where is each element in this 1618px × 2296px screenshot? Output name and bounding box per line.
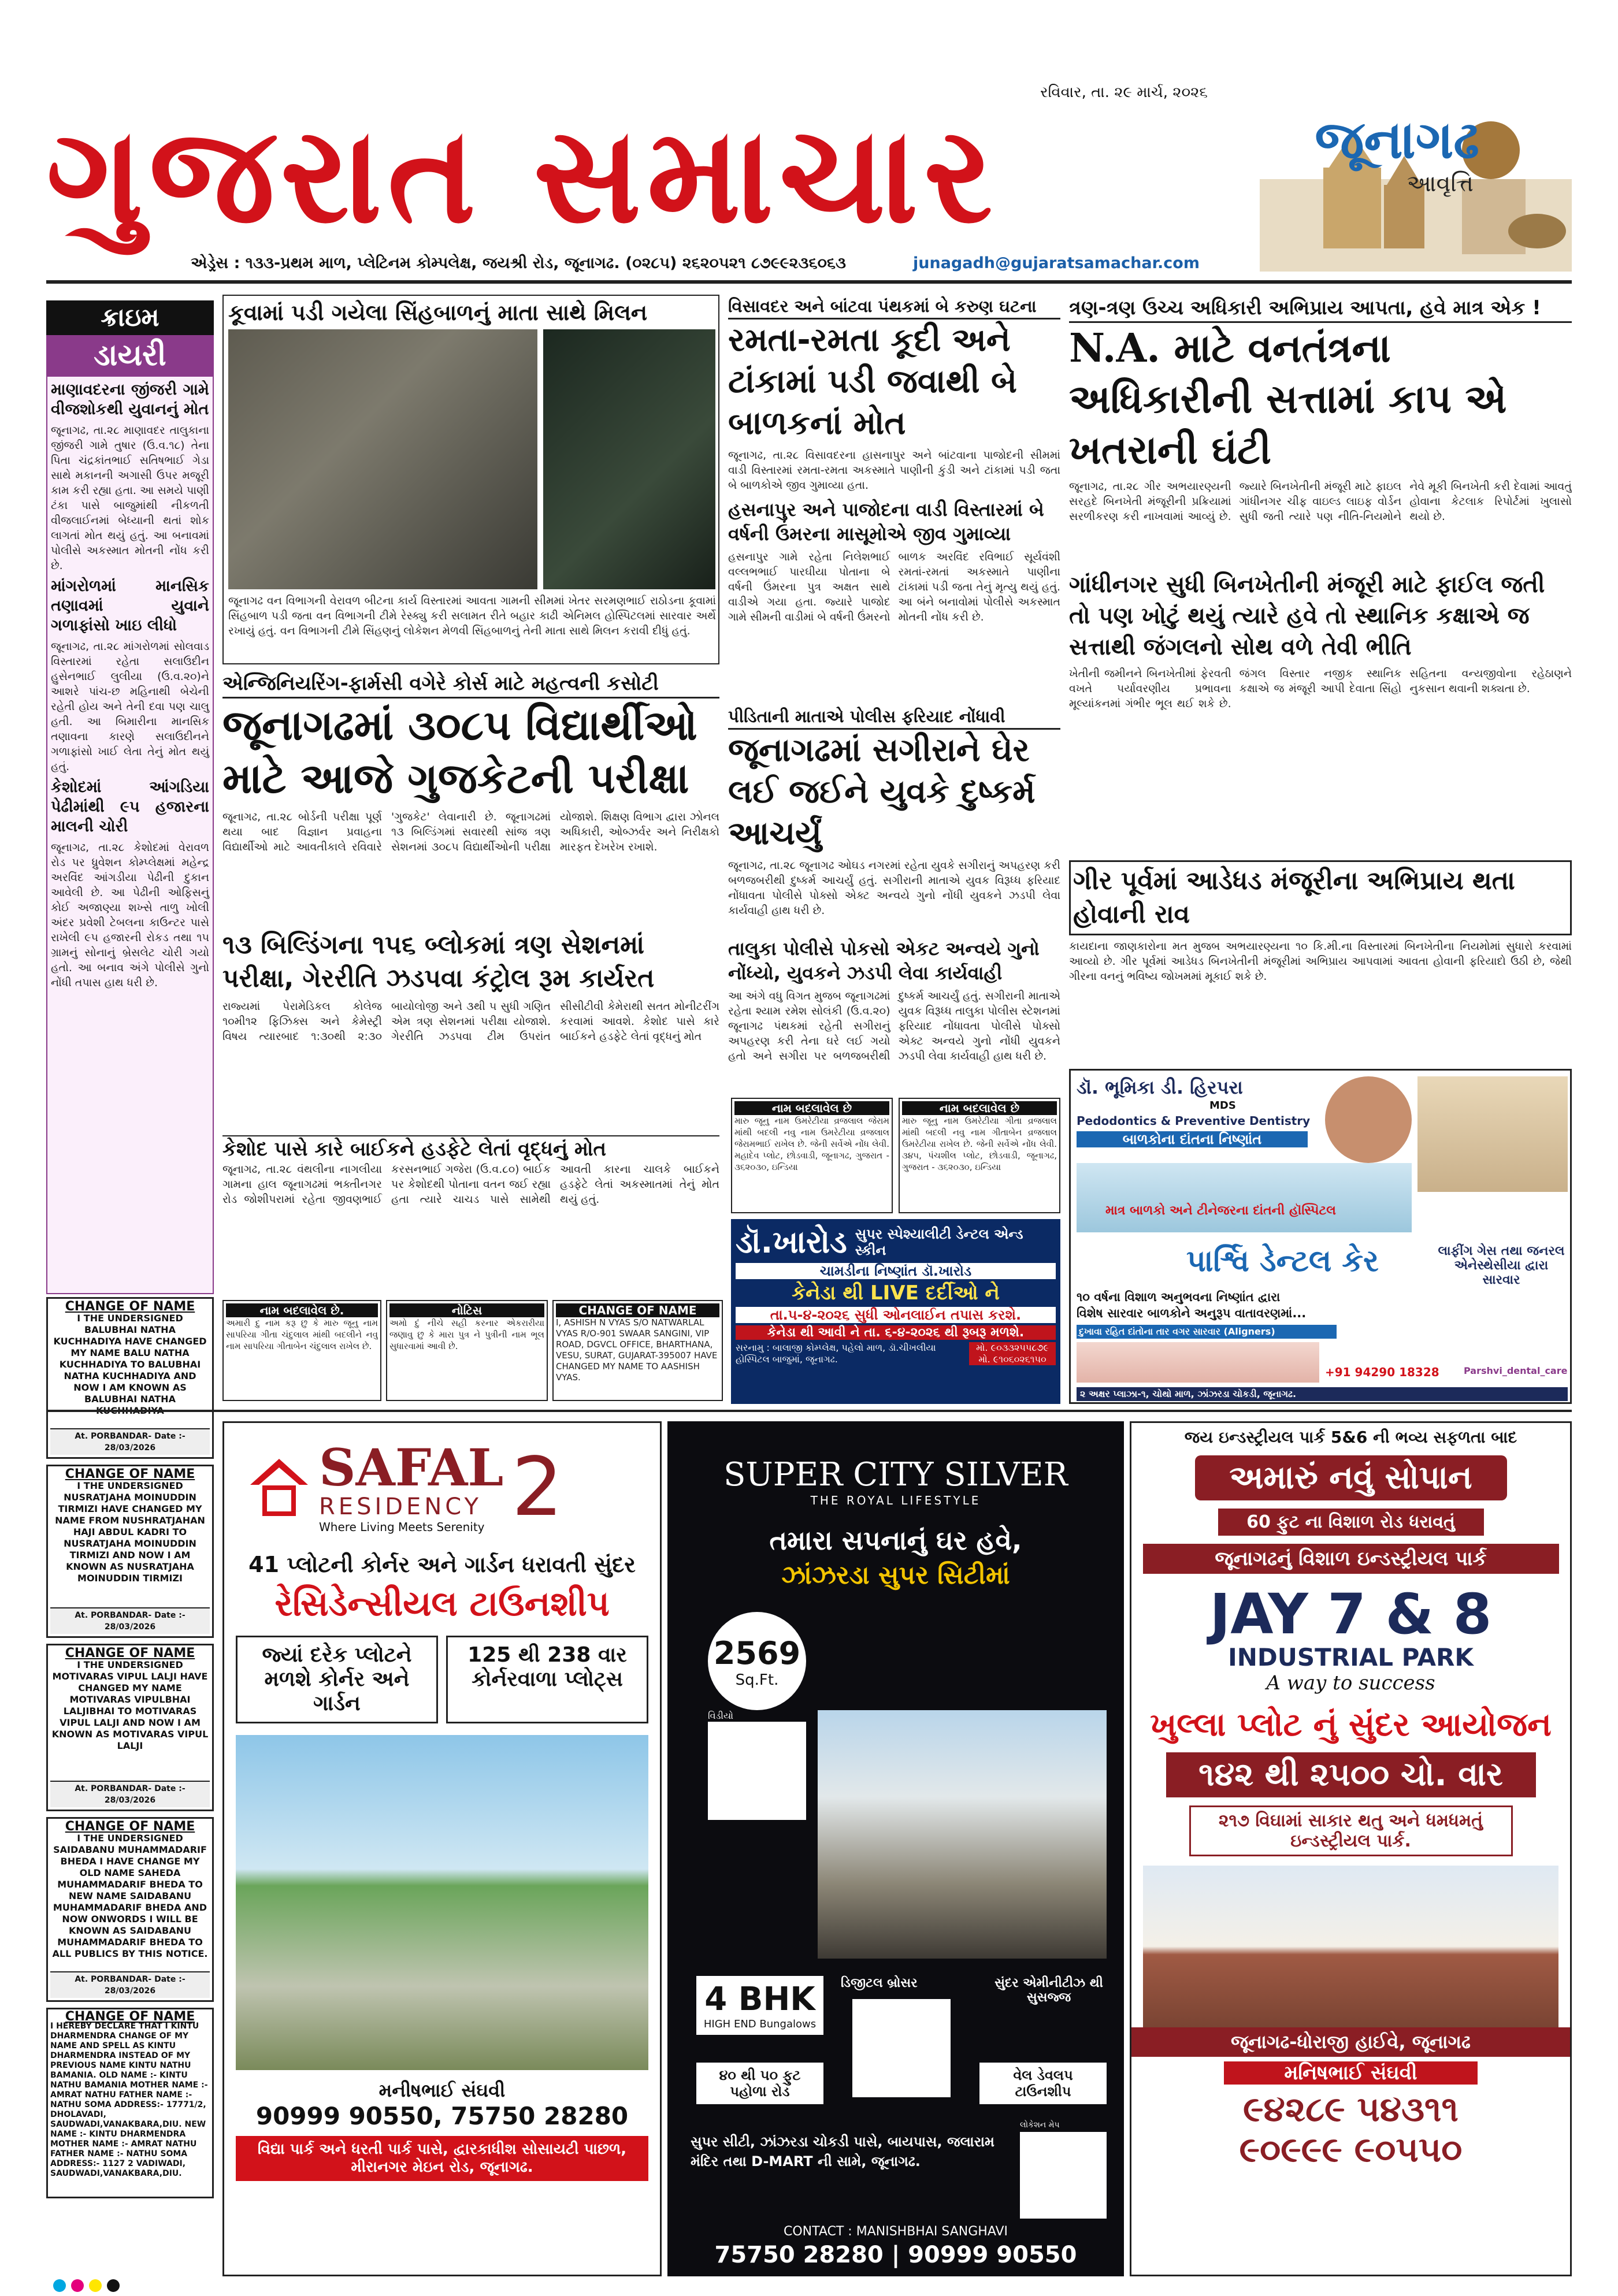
kharod-phone1: મો. ૯૦૩૩૨૫૫૮૭૯ bbox=[976, 1342, 1049, 1353]
crime-s2-body: જૂનાગઢ, તા.૨૮ માંગરોળમાં સોલવાડ વિસ્તારમાં રહેતા સલાઉદીન હુસેનભાઈ લુલીયા (ઉ.વ.૨૦)ને આશરે પાંચ-છ મહિનાથી બેચેની રહેતી હોય અને તેની દવા પણ ચાલુ હતી. આ બિમારીના માનસિક તણાવના કારણે સલાઉદીનને ગળાફાંસો ખાઈ લેતા તેનું મોત થયું હતું. bbox=[51, 640, 209, 773]
notice-box-3 bbox=[552, 1300, 723, 1401]
jay-ad bbox=[1130, 1421, 1572, 2276]
assault-body: જૂનાગઢ, તા.૨૮ જૂનાગઢ ઓઘડ નગરમાં રહેતા યુવકે સગીરાનું અપહરણ કરી બળજબરીથી દુષ્કર્મ આચર્યું હતું. સગીરાની માતાએ યુવક વિરૂધ્ધ ફરિયાદ નોંધાવતા પોલીસે પોક્સો એક્ટ અન્વયે ગુનો નોંધી યુવકને ઝડપી લેવા કાર્યવાહી હાથ ધરી છે. bbox=[728, 859, 1060, 917]
crime-header: ક્રાઇમ bbox=[46, 300, 214, 335]
edition-sub: આવૃત્તિ bbox=[1407, 170, 1474, 197]
bhk-value: 4 BHK bbox=[704, 1981, 815, 2018]
black-dot bbox=[107, 2279, 120, 2292]
dental-tag2: માત્ર બાળકો અને ટીનેજરના દાંતની હૉસ્પિટલ bbox=[1105, 1203, 1336, 1218]
factory-render bbox=[1143, 1866, 1558, 2027]
kids-sub: હસનાપુર અને પાજોદના વાડી વિસ્તારમાં બે વર્ષની ઉંમરના માસૂમોએ જીવ ગુમાવ્યા bbox=[728, 499, 1044, 545]
jay-slogan: A way to success bbox=[1266, 1671, 1435, 1695]
dental-kids-photo bbox=[1077, 1163, 1412, 1232]
kharod-addr: સરનામુ : બાલાજી કોમ્પ્લેક્ષ, પહેલો માળ, ડૉ.ચીખલીયા હોસ્પિટલ બાજુમાં, જૂનાગઢ. bbox=[736, 1342, 936, 1365]
township-render bbox=[236, 1735, 648, 2070]
road-label: ૪૦ થી ૫૦ ફુટ પહોળા રોડ bbox=[696, 2063, 823, 2104]
change-name-title: CHANGE OF NAME bbox=[65, 1467, 195, 1481]
dental-insta[interactable]: Parshvi_dental_care bbox=[1464, 1365, 1568, 1376]
dental-degree: MDS bbox=[1209, 1099, 1236, 1112]
teeth-photo bbox=[1077, 1342, 1319, 1383]
notice-title: નામ બદલાવેલ છે bbox=[902, 1101, 1057, 1115]
clinic-photo bbox=[1417, 1076, 1568, 1192]
jay-open: ખુલ્લા પ્લોટ નું સુંદર આયોજન bbox=[1150, 1706, 1552, 1744]
jay-brand: JAY 7 & 8 bbox=[1209, 1582, 1492, 1647]
crime-s3-head: કેશોદમાં આંગડિયા પેઢીમાંથી ૯૫ હજારના માલની ચોરી bbox=[51, 778, 209, 835]
notice-title: નોટિસ bbox=[389, 1303, 544, 1317]
notice-title: નામ બદલાવેલ છે bbox=[734, 1101, 889, 1115]
change-name-title: CHANGE OF NAME bbox=[65, 1646, 195, 1660]
safal-brand2: RESIDENCY bbox=[319, 1493, 482, 1520]
safal-contact: મનીષભાઈ સંઘવી bbox=[378, 2079, 506, 2101]
edition-name: જૂનાગઢ bbox=[1315, 110, 1479, 170]
kharod-subtitle: સુપર સ્પેશ્યાલીટી ડેન્ટલ એન્ડ સ્કીન bbox=[855, 1226, 1023, 1258]
email-link[interactable]: junagadh@gujaratsamachar.com bbox=[913, 254, 1200, 272]
assault-head: જૂનાગઢમાં સગીરાને ઘેર લઈ જઈને યુવકે દુષ્કર્મ આચર્યું bbox=[728, 731, 1036, 852]
supercity-line1: તમારા સપનાનું ઘર હવે, bbox=[769, 1525, 1022, 1556]
supercity-ad bbox=[667, 1421, 1124, 2276]
kharod-title: ડૉ.ખારોડ bbox=[736, 1224, 847, 1260]
supercity-tag: THE ROYAL LIFESTYLE bbox=[810, 1493, 981, 1507]
video-label: વિડીયો bbox=[708, 1710, 734, 1721]
exam-kicker: એન્જિનિયરિંગ-ફાર્મસી વગેરે કોર્સ માટે મહત્વની કસોટી bbox=[222, 670, 719, 699]
assault-sub: તાલુકા પોલીસે પોકસો એકટ અન્વયે ગુનો નોંધ્યો, યુવકને ઝડપી લેવા કાર્યવાહી bbox=[728, 938, 1040, 984]
change-name-title: CHANGE OF NAME bbox=[65, 1819, 195, 1834]
safal-addr: વિદ્યા પાર્ક અને ધરતી પાર્ક પાસે, દ્વારકાધીશ સોસાયટી પાછળ, મીરાનગર મેઇન રોડ, જૂનાગઢ. bbox=[236, 2136, 648, 2181]
jay-top: જય ઇન્ડસ્ટ્રીયલ પાર્ક 5&6 ની ભવ્ય સફળતા બાદ bbox=[1184, 1428, 1517, 1447]
sqft-value: 2569 bbox=[713, 1635, 801, 1671]
safal-phone[interactable]: 90999 90550, 75750 28280 bbox=[255, 2102, 629, 2130]
exam-story bbox=[222, 670, 719, 1294]
change-name-card bbox=[46, 2008, 214, 2198]
crime-diary bbox=[46, 300, 214, 1294]
address-line: એડ્રેસ : ૧૩૩-પ્રથમ માળ, પ્લેટિનમ કોમ્પલેક્ષ, જયશ્રી રોડ, જૂનાગઢ. (૦૨૮૫) ૨૬૨૦૫૨૧ ૮૭૯૯૨૩૬૦૬૩ bbox=[191, 254, 846, 272]
jay-size: ૧૪૨ થી ૨૫૦૦ ચો. વાર bbox=[1166, 1752, 1536, 1797]
notice-box-1 bbox=[222, 1300, 381, 1401]
amenities-label: સુંદર એમીનીટીઝ થી સુસજ્જ bbox=[994, 1976, 1103, 2005]
dental-side: લાફીંગ ગેસ તથા જનરલ એનેસ્થેસીયા દ્વારા સારવાર bbox=[1438, 1244, 1565, 1287]
na-head: N.A. માટે વનતંત્રના અધિકારીની સત્તામાં કાપ એ ખતરાની ઘંટી bbox=[1069, 325, 1507, 473]
na-sub2: ગીર પૂર્વમાં આડેધડ મંજૂરીના અભિપ્રાય થતા હોવાની રાવ bbox=[1069, 860, 1572, 935]
brochure-label: ડિજીટલ બ્રોસર bbox=[841, 1976, 918, 1990]
safal-line1: 41 પ્લોટની કોર્નર અને ગાર્ડન ધરાવતી સુંદર bbox=[248, 1552, 636, 1577]
name-notice-2 bbox=[899, 1098, 1060, 1213]
dental-tag: બાળકોના દાંતના નિષ્ણાંત bbox=[1077, 1131, 1308, 1147]
jay-phone2[interactable]: ૯૦૯૯૯ ૯૦૫૫૦ bbox=[1239, 2130, 1463, 2170]
notice-body: I, ASHISH N VYAS S/O NATWARLAL VYAS R/O-901 SWAAR SANGINI, VIP ROAD, DGVCL OFFICE, BHARTHANA, VESU, SURAT, GUJARAT-395007 HAVE CHANGED MY NAME TO AASHISH VYAS. bbox=[556, 1317, 718, 1383]
jay-contact: મનિષભાઈ સંઘવી bbox=[1224, 2061, 1478, 2085]
change-name-foot: At. PORBANDAR- Date :- 28/03/2026 bbox=[50, 1781, 210, 1807]
notice-body: મારુ જૂનુ નામ ઉમરેટીયા વ્રજલાલ જેરામ માંથી બદલી નવુ નામ ઉમરેટીયા વ્રજલાલ જેરામભાઈ રાખેલ છે. જેની સર્વેએ નોંધ લેવી. મહાદેવ પ્લોટ, છોડવાડી, જૂનાગઢ, ગુજરાત - ૩૬૨૦૩૦, ઇન્ડિયા bbox=[734, 1116, 889, 1172]
safal-brand: SAFAL bbox=[319, 1437, 504, 1498]
ads-rule bbox=[46, 1410, 1572, 1412]
accident-head: કેશોદ પાસે કારે બાઈકને હડફેટે લેતાં વૃદ્ધનું મોત bbox=[222, 1135, 719, 1162]
crime-s1-body: જૂનાગઢ, તા.૨૮ માણાવદર તાલુકાના જીંજરી ગામે તુષાર (ઉ.વ.૧૮) તેના પિતા ચંદ્રકાંતભાઈ સતિષભાઈ ગેડા સાથે મકાનની અગાસી ઉપર મજૂરી કામ કરી રહ્યા હતા. આ સમયે પાણી ટંકા પાસે બાજુમાંથી નીકળતી વીજલાઈનમાં બેધ્યાની થતાં શોક લાગતાં મોત થયું હતું. આ બનાવમાં પોલીસે અકસ્માત મોતની નોંધ કરી છે. bbox=[51, 424, 209, 572]
notice-body: અમો દું નીચે સહી કરનાર એકરારીયા જણાવુ છુ કે મારા પુત્ર ને પુત્રીની નામ ભૂલ સુધારવામાં આવી છે. bbox=[389, 1318, 544, 1351]
kharod-line: કેનેડા થી LIVE દર્દીઓ ને bbox=[792, 1281, 1000, 1305]
video-qr-icon[interactable] bbox=[708, 1722, 806, 1820]
change-name-column bbox=[46, 1297, 214, 2198]
kharod-tag: ચામડીના નિષ્ણાંત ડૉ.ખારોડ bbox=[736, 1263, 1056, 1279]
supercity-brand: SUPER CITY SILVER bbox=[723, 1456, 1068, 1493]
lion-cubs-photo bbox=[543, 329, 715, 589]
change-name-card bbox=[46, 1465, 214, 1638]
kids-head: રમતા-રમતા કૂદી અને ટાંકામાં પડી જવાથી બે બાળકનાં મોત bbox=[728, 321, 1017, 442]
dental-aligners: દુખાવા રહિત દાંતોના તાર વગર સારવાર (Aligners) bbox=[1077, 1325, 1337, 1339]
masthead-rule bbox=[46, 280, 1572, 284]
safal-box1: જ્યાં દરેક પ્લોટને મળશે કોર્નર અને ગાર્ડન bbox=[236, 1636, 438, 1723]
dental-spec: Pedodontics & Preventive Dentistry bbox=[1077, 1114, 1311, 1128]
date-line: રવિવાર, તા. ૨૯ માર્ચ, ૨૦૨૬ bbox=[1040, 84, 1208, 101]
notice-body: અમારી દુ નામ કરૂ છુ કે મારુ જૂનુ નામ સાપરિયા ગીતા ચંદુલાલ માંથી બદલીને નવુ નામ સાપરિયા ગીતાબેન ચંદુલાલ રાખેલ છે. bbox=[226, 1318, 378, 1351]
jay-step: અમારું નવું સોપાન bbox=[1195, 1455, 1507, 1500]
assault-kicker: પીડિતાની માતાએ પોલીસ ફરિયાદ નોંધાવી bbox=[728, 705, 1060, 730]
jay-big: જૂનાગઢનું વિશાળ ઇન્ડસ્ટ્રીયલ પાર્ક bbox=[1143, 1544, 1559, 1574]
dental-clinic: પાર્શ્વિ ડેન્ટલ કેર bbox=[1186, 1244, 1379, 1279]
township-label: વેલ ડેવલપ ટાઉનશીપ bbox=[979, 2063, 1107, 2104]
magenta-dot bbox=[71, 2279, 84, 2292]
diary-header: ડાયરી bbox=[46, 335, 214, 376]
notice-title: CHANGE OF NAME bbox=[556, 1303, 719, 1317]
na-body3: કાયદાના જાણકારોના મત મુજબ અભયારણ્યના ૧૦ કિ.મી.ના વિસ્તારમાં બિનખેતીના નિયમોમાં સુધારો કરવામાં આવ્યો છે. ગીર પૂર્વમાં આડેધડ બિનખેતીની મંજૂરીમાં અભિપ્રાય આપવામાં આવતા હોવાની ફરિયાદો ઉઠી છે, જેથી ગીરના વનનું ભવિષ્ય જોખમમાં મૂકાઈ શકે છે. bbox=[1069, 940, 1572, 983]
dental-address: ૨ અક્ષર પ્લાઝા-૧, ચોથો માળ, ઝાંઝરડા ચોકડી, જૂનાગઢ. bbox=[1077, 1387, 1568, 1401]
lion-caption: જૂનાગઢ વન વિભાગની વેરાવળ બીટના કાર્ય વિસ્તારમાં આવતા ગામની સીમમાં ખેતર સરમણભાઈ રાઠોડના કૂવામાં સિંહબાળ પડી જતા વન વિભાગની ટીમે રેસ્ક્યુ કરી સલામત રીતે બહાર કાઢી એનિમલ હોસ્પિટલમાં સારવાર અર્થે રખાયું હતું. વન વિભાગની ટીમે સિંહણનું લોકેશન મેળવી સિંહબાળનું તેની માતા સાથે મિલન કરાવી દીધું હતું. bbox=[228, 595, 716, 637]
kharod-date: તા.૫-૪-૨૦૨૬ સુધી ઓનલાઈન તપાસ કરશે. bbox=[736, 1307, 1056, 1323]
name-notice-1 bbox=[731, 1098, 893, 1213]
na-kicker: ત્રણ-ત્રણ ઉચ્ચ અધિકારી અભિપ્રાય આપતા, હવે માત્ર એક ! bbox=[1069, 295, 1572, 323]
change-name-title: CHANGE OF NAME bbox=[65, 2009, 195, 2024]
assault-body2: આ અંગે વધુ વિગત મુજબ જૂનાગઢમાં રહેતા શ્યામ રમેશ સોલંકી (ઉ.વ.૨૦) જૂનાગઢ પંથકમાં રહેતી સગીરાનું અપહરણ કરી તેના ઘરે લઈ ગયો હતો અને સગીરા પર બળજબરીથી દુષ્કર્મ આચર્યું હતું. સગીરાની માતાએ યુવક વિરૂધ્ધ તાલુકા પોલીસ સ્ટેશનમાં ફરિયાદ નોંધાવતા પોલીસે પોક્સો એક્ટ અન્વયે ગુનો નોંધી યુવકને ઝડપી લેવા કાર્યવાહી હાથ ધરી છે. bbox=[728, 990, 1060, 1062]
jay-brand2: INDUSTRIAL PARK bbox=[1228, 1643, 1474, 1671]
jay-phone1[interactable]: ૯૪૨૮૯ ૫૪૩૧૧ bbox=[1243, 2089, 1459, 2130]
doctor-avatar bbox=[1325, 1076, 1412, 1163]
exam-head1: જૂનાગઢમાં ૩૦૮૫ વિદ્યાર્થીઓ bbox=[222, 700, 697, 749]
change-name-foot: At. PORBANDAR- Date :- 28/03/2026 bbox=[50, 1607, 210, 1634]
supercity-contact: CONTACT : MANISHBHAI SANGHAVI bbox=[783, 2224, 1008, 2239]
dental-exp2: વિશેષ સારવાર બાળકોને અનુરૂપ વાતાવરણમાં... bbox=[1077, 1306, 1307, 1320]
brochure-qr-icon[interactable] bbox=[852, 1999, 951, 2097]
dental-exp: ૧૦ વર્ષના વિશાળ અનુભવના નિષ્ણાંત દ્વારા bbox=[1077, 1290, 1281, 1304]
na-body: જૂનાગઢ, તા.૨૮ ગીર અભયારણ્યની સરહદે બિનખેતી મંજૂરીની પ્રક્રિયામાં સરળીકરણ કરી નાખવામાં આવ્યું છે. જ્યારે બિનખેતીની મંજૂરી માટે ફાઇલ ગાંધીનગર ચીફ વાઇલ્ડ લાઇફ વોર્ડન સુધી જતી ત્યારે પણ નીતિ-નિયમોને નેવે મૂકી બિનખેતી કરી દેવામાં આવતું હોવાના કેટલાક રિપોર્ટમાં ખુલાસો થયો છે. bbox=[1069, 480, 1572, 523]
notice-body: મારુ જૂનુ નામ ઉમરેટીયા ગીતા વ્રજલાલ માંથી બદલી નવુ નામ ગીતાબેન વ્રજલાલ ઉમરેટીયા રાખેલ છે. જેની સર્વેએ નોંધ લેવી. ૩૪૫, પંચશીલ પ્લોટ, છોડવાડી, જૂનાગઢ, ગુજરાત - ૩૬૨૦૩૦, ઇન્ડિયા bbox=[902, 1116, 1057, 1172]
kharod-ad bbox=[731, 1219, 1060, 1404]
change-name-foot: At. PORBANDAR- Date :- 28/03/2026 bbox=[50, 1971, 210, 1998]
change-name-title: CHANGE OF NAME bbox=[65, 1299, 195, 1314]
sqft-unit: Sq.Ft. bbox=[735, 1671, 779, 1689]
change-name-card bbox=[46, 1297, 214, 1459]
safal-num: 2 bbox=[511, 1440, 563, 1535]
change-name-body: I HEREBY DECLARE THAT I KINTU DHARMENDRA CHANGE OF MY NAME AND SPELL AS KINTU DHARMENDRA INSTEAD OF MY PREVIOUS NAME KINTU NATHU BAMANIA. OLD NAME :- KINTU NATHU BAMANIA MOTHER NAME :- AMRAT NATHU FATHER NAME :- NATHU SOMA ADDRESS:- 17771/2, DHOLAVADI, SAUDWADI,VANAKBARA,DIU. NEW NAME :- KINTU DHARMENDRA MOTHER NAME :- AMRAT NATHU FATHER NAME :- NATHU SOMA ADDRESS:- 1127 2 VADIWADI, SAUDWADI,VANAKBARA,DIU. bbox=[50, 2022, 208, 2178]
cyan-dot bbox=[53, 2279, 66, 2292]
na-story bbox=[1069, 295, 1572, 1063]
safal-tag: Where Living Meets Serenity bbox=[319, 1519, 485, 1534]
na-sub: ગાંધીનગર સુધી બિનખેતીની મંજૂરી માટે ફાઈલ જતી તો પણ ખોટું થયું ત્યારે હવે તો સ્થાનિક કક્ષાએ જ સત્તાથી જંગલનો સોથ વળે તેવી ભીતિ bbox=[1069, 571, 1545, 660]
dental-phone[interactable]: +91 94290 18328 bbox=[1325, 1365, 1439, 1379]
safal-ad bbox=[222, 1421, 662, 2276]
location-label: લોકેશન મેપ bbox=[1020, 2120, 1060, 2130]
change-name-body: I THE UNDERSIGNED BALUBHAI NATHA KUCHHADIYA HAVE CHANGED MY NAME BALU NATHA KUCHHADIYA TO BALUBHAI NATHA KUCHHADIYA AND NOW I AM KNOWN AS BALUBHAI NATHA bbox=[53, 1313, 207, 1405]
safal-line2: રેસિડેન્સીયલ ટાઉનશીપ bbox=[274, 1584, 610, 1624]
jay-bigha: ૨૧૭ વિઘામાં સાકાર થતુ અને ધમધમતું ઇન્ડસ્ટ્રીયલ પાર્ક. bbox=[1189, 1805, 1513, 1856]
kids-kicker: વિસાવદર અને બાંટવા પંથકમાં બે કરુણ ઘટના bbox=[728, 295, 1060, 319]
exam-body2: રાજ્યમાં પેરામેડિકલ કોલેજ ૧૦મી૧૨ ફિઝિક્સ અને કેમેસ્ટ્રી વિષય ત્યારબાદ ૧:૩૦થી ૨:૩૦ બાયોલોજી અને ૩થી ૫ સુધી ગણિત એમ ત્રણ સેશનમાં પરીક્ષા યોજાશે. ગેરરીતિ ઝડપવા ટીમ ઉપરાંત સીસીટીવી કેમેરાથી સતત મોનીટરીંગ કરવામાં આવશે. કેશોદ પાસે કારે બાઈકને હડફેટે લેતાં વૃદ્ધનું મોત bbox=[222, 1000, 719, 1043]
dental-ad bbox=[1069, 1069, 1572, 1404]
dental-doctor: ડૉ. ભૂમિકા ડી. હિરપરા bbox=[1077, 1076, 1243, 1098]
assault-story bbox=[728, 705, 1060, 1092]
supercity-addr: સુપર સીટી, ઝાંઝરડા ચોકડી પાસે, બાયપાસ, જલારામ મંદિર તથા D-MART ની સામે, જૂનાગઢ. bbox=[691, 2134, 994, 2169]
kids-body: જૂનાગઢ, તા.૨૮ વિસાવદરના હાસનાપુર અને બાંટવાના પાજોદની સીમમાં વાડી વિસ્તારમાં રમતા-રમતા અકસ્માતે પાણીની કુંડી અને ટાંકામાં પડી જતા બે બાળકોએ જીવ ગુમાવ્યા હતા. bbox=[728, 449, 1060, 492]
change-name-body: I THE UNDERSIGNED MOTIVARAS VIPUL LALJI HAVE CHANGED MY NAME MOTIVARAS VIPULBHAI LALJIBHAI TO MOTIVARAS VIPUL LALJI AND NOW I AM KNOWN AS MOTIVARAS VIPUL LALJI bbox=[51, 1659, 209, 1751]
change-name-body: I THE UNDERSIGNED SAIDABANU MUHAMMADARIF BHEDA I HAVE CHANGE MY OLD NAME SAHEDA MUHAMMADARIF BHEDA TO NEW NAME SAIDABANU MUHAMMADARIF BHEDA AND NOW ONWORDS I WILL BE KNOWN AS SAIDABANU MUHAMMADARIF BHEDA TO ALL PUBLICS BY THIS NOTICE. bbox=[52, 1833, 208, 1959]
crime-s1-head: માણાવદરના જીંજરી ગામે વીજશોકથી યુવાનનું મોત bbox=[51, 381, 209, 418]
yellow-dot bbox=[89, 2279, 102, 2292]
safal-box2: 125 થી 238 વાર કોર્નરવાળા પ્લોટ્સ bbox=[446, 1636, 648, 1723]
change-name-foot: At. PORBANDAR- Date :- 28/03/2026 bbox=[50, 1428, 210, 1455]
crime-s2-head: માંગરોળમાં માનસિક તણાવમાં યુવાને ગળાફાંસો ખાઇ લીધો bbox=[51, 577, 209, 634]
newspaper-title: ગુજરાત સમાચાર bbox=[46, 99, 999, 253]
kharod-date2: કેનેડા થી આવી ને તા. ૬-૪-૨૦૨૬ થી રૂબરૂ મળશે. bbox=[736, 1325, 1056, 1340]
jay-road: 60 ફુટ ના વિશાળ રોડ ધરાવતું bbox=[1218, 1509, 1484, 1536]
accident-body: જૂનાગઢ, તા.૨૮ વંથલીના નાગલીયા ગામના હાલ જૂનાગઢમાં ભક્તીનગર રોડ જોશીપરામાં રહેતા જીવણભાઈ કરસનભાઈ ગજેરા (ઉ.વ.૮૦) બાઈક પર કેશોદથી પોતાના વતન જઈ રહ્યા હતા ત્યારે ચાચડ પાસે સામેથી આવતી કારના ચાલકે બાઈકને હડફેટે લેતાં અકસ્માતમાં તેનું મોત થયું હતું. bbox=[222, 1163, 719, 1206]
location-qr-icon[interactable] bbox=[1020, 2132, 1107, 2219]
supercity-line2: ઝાંઝરડા સુપર સિટીમાં bbox=[781, 1561, 1010, 1590]
supercity-phone[interactable]: 75750 28280 | 90999 90550 bbox=[714, 2242, 1077, 2268]
change-name-body: I THE UNDERSIGNED NUSRATJAHA MOINUDDIN TIRMIZI HAVE CHANGED MY NAME FROM NUSHRATJAHAN HAJI ABDUL KADRI TO NUSRATJAHA MOINUDDIN TIRMIZI AND NOW I AM KNOWN AS NUSRATJAHA MOINUDDIN TIRMIZI bbox=[55, 1480, 205, 1584]
exam-sub: ૧૩ બિલ્ડિંગના ૧૫૬ બ્લોકમાં ત્રણ સેશનમાં પરીક્ષા, ગેરરીતિ ઝડપવા કંટ્રોલ રૂમ કાર્યરત bbox=[222, 930, 655, 993]
kids-story bbox=[728, 295, 1060, 699]
exam-head2: માટે આજે ગુજકેટની પરીક્ષા bbox=[222, 753, 689, 803]
bhk-sub: HIGH END Bungalows bbox=[703, 2018, 817, 2030]
kharod-phone2: મો. ૯૧૦૬૦૨૬૧૫૦ bbox=[978, 1354, 1046, 1365]
rescue-photo bbox=[228, 329, 537, 589]
color-registration-marks bbox=[52, 2279, 121, 2294]
na-body2: ખેતીની જમીનને બિનખેતીમાં ફેરવતી વખતે પર્યાવરણીય પ્રભાવના મૂલ્યાંકનમાં ગંભીર ભૂલ થઈ શકે છે. જંગલ વિસ્તાર નજીક સ્થાનિક કક્ષાએ જ મંજૂરી આપી દેવાતા સિંહો સહિતના વન્યજીવોના રહેઠાણને નુકસાન થવાની શક્યતા છે. bbox=[1069, 667, 1572, 710]
crime-s3-body: જૂનાગઢ, તા.૨૮ કેશોદમાં વેરાવળ રોડ પર ધ્રુવેશન કોમ્પ્લેક્ષમાં મહેન્દ્ર અરવિંદ આંગડીયા પેઢીની દુકાન આવેલી છે. આ પેઢીની ઓફિસનું કોઈ અજાણ્યા શખ્સે તાળુ ખોલી અંદર પ્રવેશી ટેબલના કાઉન્ટર પાસે રાખેલી ૯૫ હજારની રોકડ તથા ૧૫ ગ્રામનું સોનાનું બ્રેસલેટ ચોરી ગયો હતો. આ બનાવ અંગે પોલીસે ગુનો નોંધી તપાસ હાથ ધરી છે. bbox=[51, 841, 209, 989]
bhk-box bbox=[696, 1976, 823, 2035]
jay-addr: જૂનાગઢ-ધોરાજી હાઈવે, જૂનાગઢ bbox=[1131, 2027, 1570, 2057]
house-logo-icon bbox=[247, 1456, 311, 1519]
notice-box-2 bbox=[386, 1300, 548, 1401]
exam-body: જૂનાગઢ, તા.૨૮ બોર્ડની પરીક્ષા પૂર્ણ થયા બાદ વિજ્ઞાન પ્રવાહના વિદ્યાર્થીઓ માટે આવતીકાલે રવિવારે 'ગુજકેટ' લેવાનારી છે. જૂનાગઢમાં ૧૩ બિલ્ડિંગમાં સવારથી સાંજ ત્રણ સેશનમાં ૩૦૮૫ વિદ્યાર્થીઓની પરીક્ષા યોજાશે. શિક્ષણ વિભાગ દ્વારા ઝોનલ અધિકારી, ઓબ્ઝર્વર અને નિરીક્ષકો મારફત દેખરેખ રખાશે. bbox=[222, 811, 719, 853]
bungalow-render bbox=[818, 1710, 1107, 1959]
lion-head: કૂવામાં પડી ગયેલા સિંહબાળનું માતા સાથે મિલન bbox=[228, 300, 648, 325]
kids-body2: હસનાપુર ગામે રહેતા નિલેશભાઈ વલ્લભભાઈ પારઘીયા પોતાના બે વર્ષની ઉંમરના પુત્ર અક્ષત સાથે વાડીએ ગયા હતા. જ્યારે પાજોદ ગામે સીમની વાડીમાં બે વર્ષની ઉંમરનો બાળક અરવિંદ રવિભાઈ સૂર્યવંશી રમતાં-રમતાં અકસ્માતે પાણીના ટાંકામાં પડી જતા તેનું મૃત્યુ થયું હતું. આ બંને બનાવોમાં પોલીસે અકસ્માત મોતની નોંધ કરી છે. bbox=[728, 551, 1060, 623]
notice-title: નામ બદલાવેલ છે. bbox=[226, 1303, 378, 1317]
change-name-card bbox=[46, 1817, 214, 2002]
change-name-card bbox=[46, 1644, 214, 1811]
sqft-badge bbox=[708, 1612, 806, 1710]
lion-story bbox=[222, 295, 719, 664]
